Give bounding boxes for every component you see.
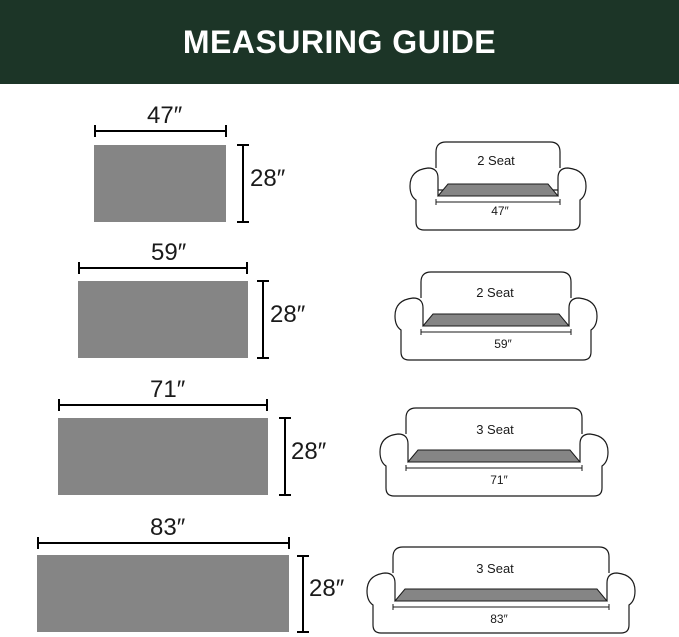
height-label: 28″ (291, 438, 327, 465)
height-dimension-line (302, 555, 304, 632)
sofa-illustration (408, 140, 588, 232)
width-tick-left (37, 537, 39, 549)
height-dimension-line (284, 417, 286, 495)
sofa-illustration (393, 270, 599, 362)
height-tick-top (297, 555, 309, 557)
height-label: 28″ (250, 165, 286, 192)
height-tick-top (257, 280, 269, 282)
sofa-width-label: 83″ (490, 612, 508, 626)
seat-cushion (438, 184, 558, 196)
page-title: MEASURING GUIDE (182, 23, 497, 60)
height-tick-bottom (279, 494, 291, 496)
seat-cushion (423, 314, 569, 326)
height-dimension-line (242, 144, 244, 222)
width-dimension-line (58, 404, 268, 406)
height-tick-bottom (297, 631, 309, 633)
width-tick-right (225, 125, 227, 137)
height-dimension-line (262, 280, 264, 358)
seat-cushion (395, 589, 607, 601)
height-label: 28″ (270, 301, 306, 328)
sofa-seat-label: 2 Seat (477, 153, 515, 168)
header-banner (0, 0, 679, 84)
cushion-rectangle (78, 281, 248, 358)
sofa-illustration (378, 406, 610, 498)
width-tick-right (246, 262, 248, 274)
sofa-seat-label: 3 Seat (476, 422, 514, 437)
cushion-rectangle (58, 418, 268, 495)
width-dimension-line (94, 130, 227, 132)
seat-cushion (408, 450, 580, 462)
cushion-rectangle (37, 555, 289, 632)
width-label: 47″ (147, 102, 183, 129)
height-label: 28″ (309, 575, 345, 602)
sofa-seat-label: 2 Seat (476, 285, 514, 300)
width-label: 83″ (150, 514, 186, 541)
height-tick-top (237, 144, 249, 146)
height-tick-bottom (257, 357, 269, 359)
width-label: 71″ (150, 376, 186, 403)
width-tick-left (78, 262, 80, 274)
cushion-rectangle (94, 145, 226, 222)
width-dimension-line (37, 542, 290, 544)
width-dimension-line (78, 267, 248, 269)
sofa-illustration (365, 545, 637, 635)
sofa-width-label: 47″ (491, 204, 509, 218)
width-tick-right (266, 399, 268, 411)
sofa-width-label: 71″ (490, 473, 508, 487)
height-tick-top (279, 417, 291, 419)
height-tick-bottom (237, 221, 249, 223)
width-label: 59″ (151, 239, 187, 266)
width-tick-left (58, 399, 60, 411)
sofa-seat-label: 3 Seat (476, 561, 514, 576)
width-tick-right (288, 537, 290, 549)
width-tick-left (94, 125, 96, 137)
sofa-width-label: 59″ (494, 337, 512, 351)
